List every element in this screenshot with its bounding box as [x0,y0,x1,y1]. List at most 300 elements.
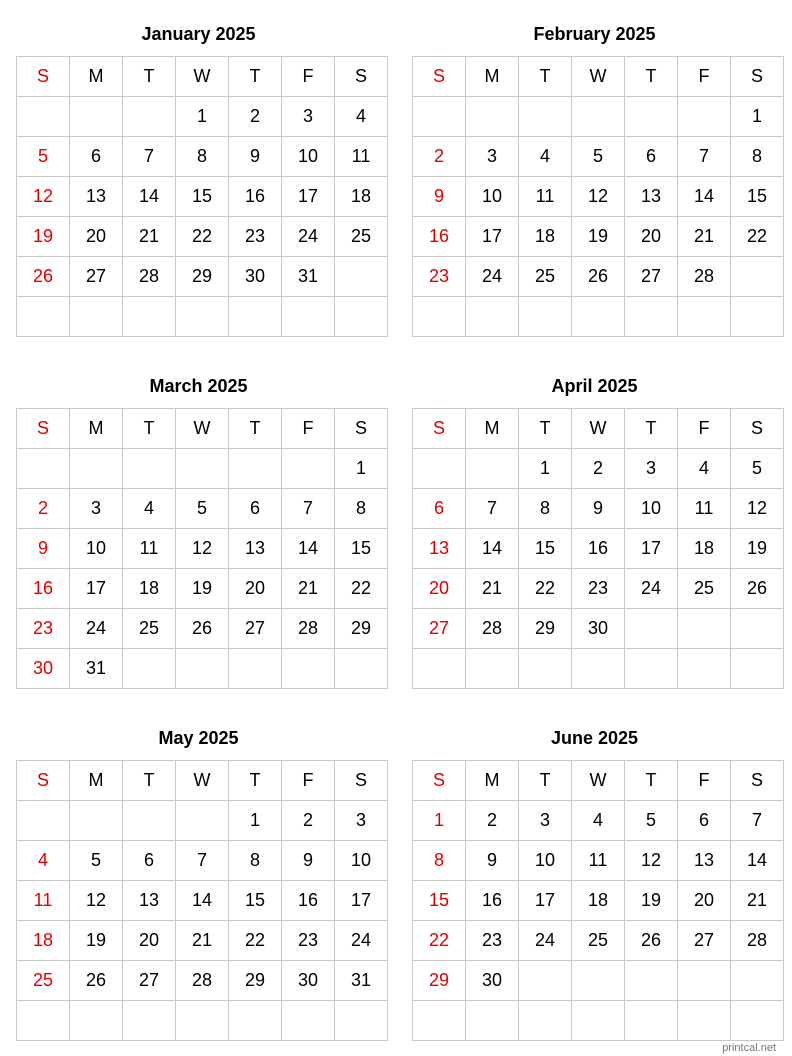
day-cell: 28 [176,961,229,1001]
day-cell: 18 [335,177,388,217]
empty-day-cell [625,609,678,649]
day-cell: 19 [572,217,625,257]
week-row [17,801,388,841]
day-cell: 13 [678,841,731,881]
day-cell: 4 [17,841,70,881]
day-cell: 21 [123,217,176,257]
day-cell: 15 [229,881,282,921]
day-cell: 3 [335,801,388,841]
day-cell: 19 [625,881,678,921]
day-cell: 11 [519,177,572,217]
empty-day-cell [70,97,123,137]
weekday-header-row [413,761,784,801]
day-cell: 25 [519,257,572,297]
day-cell: 30 [466,961,519,1001]
day-cell: 1 [413,801,466,841]
empty-day-cell [413,297,466,337]
day-cell: 1 [229,801,282,841]
day-cell: 24 [466,257,519,297]
empty-day-cell [413,97,466,137]
day-cell: 27 [678,921,731,961]
day-cell: 4 [678,449,731,489]
month-title: April 2025 [551,376,638,396]
week-row [413,649,784,689]
empty-day-cell [123,801,176,841]
empty-day-cell [572,649,625,689]
day-cell: 26 [625,921,678,961]
day-cell: 10 [282,137,335,177]
week-row [17,921,388,961]
week-row [413,921,784,961]
day-cell: 16 [229,177,282,217]
weekday-header: W [572,409,625,449]
weekday-header-row [17,57,388,97]
weekday-header-row [17,409,388,449]
week-row [413,177,784,217]
day-cell: 13 [123,881,176,921]
day-cell: 30 [17,649,70,689]
day-cell: 6 [123,841,176,881]
day-cell: 4 [335,97,388,137]
day-cell: 2 [282,801,335,841]
day-cell: 7 [466,489,519,529]
empty-day-cell [70,297,123,337]
day-cell: 28 [466,609,519,649]
empty-day-cell [229,449,282,489]
empty-day-cell [282,649,335,689]
day-cell: 8 [413,841,466,881]
day-cell: 26 [17,257,70,297]
empty-day-cell [625,297,678,337]
week-row [17,569,388,609]
empty-day-cell [678,649,731,689]
month-grid [412,56,784,337]
day-cell: 11 [123,529,176,569]
day-cell: 27 [413,609,466,649]
week-row [413,609,784,649]
empty-day-cell [176,297,229,337]
week-row [17,97,388,137]
empty-day-cell [731,649,784,689]
day-cell: 22 [413,921,466,961]
week-row [17,609,388,649]
week-row [413,569,784,609]
day-cell: 14 [731,841,784,881]
day-cell: 5 [17,137,70,177]
empty-day-cell [625,649,678,689]
day-cell: 5 [731,449,784,489]
weekday-header: T [123,409,176,449]
empty-day-cell [519,1001,572,1041]
day-cell: 24 [335,921,388,961]
weekday-header: W [176,409,229,449]
day-cell: 20 [70,217,123,257]
day-cell: 7 [282,489,335,529]
day-cell: 12 [625,841,678,881]
empty-day-cell [519,961,572,1001]
empty-day-cell [678,97,731,137]
week-row [17,961,388,1001]
day-cell: 23 [229,217,282,257]
week-row [17,137,388,177]
day-cell: 29 [176,257,229,297]
day-cell: 22 [229,921,282,961]
day-cell: 6 [625,137,678,177]
week-row [413,881,784,921]
weekday-header: T [229,57,282,97]
weekday-header: T [229,761,282,801]
day-cell: 9 [572,489,625,529]
weekday-header: T [123,761,176,801]
day-cell: 25 [335,217,388,257]
day-cell: 23 [413,257,466,297]
weekday-header: T [519,409,572,449]
month-title: March 2025 [149,376,248,396]
day-cell: 2 [466,801,519,841]
weekday-header: S [17,409,70,449]
month-calendar [412,24,777,337]
week-row [17,881,388,921]
day-cell: 7 [678,137,731,177]
day-cell: 14 [678,177,731,217]
week-row [413,137,784,177]
empty-day-cell [335,297,388,337]
day-cell: 30 [282,961,335,1001]
weekday-header: T [123,57,176,97]
empty-day-cell [678,1001,731,1041]
day-cell: 25 [17,961,70,1001]
day-cell: 4 [519,137,572,177]
day-cell: 14 [123,177,176,217]
day-cell: 31 [335,961,388,1001]
day-cell: 11 [17,881,70,921]
week-row [413,489,784,529]
day-cell: 12 [572,177,625,217]
day-cell: 5 [176,489,229,529]
empty-day-cell [572,961,625,1001]
day-cell: 16 [466,881,519,921]
day-cell: 4 [572,801,625,841]
day-cell: 5 [70,841,123,881]
day-cell: 25 [678,569,731,609]
day-cell: 11 [572,841,625,881]
day-cell: 17 [282,177,335,217]
day-cell: 2 [413,137,466,177]
day-cell: 2 [17,489,70,529]
day-cell: 16 [413,217,466,257]
day-cell: 6 [229,489,282,529]
day-cell: 1 [176,97,229,137]
empty-day-cell [519,97,572,137]
weekday-header: T [519,761,572,801]
empty-day-cell [625,97,678,137]
day-cell: 15 [335,529,388,569]
empty-day-cell [335,649,388,689]
day-cell: 9 [466,841,519,881]
day-cell: 19 [731,529,784,569]
weekday-header: S [17,761,70,801]
day-cell: 7 [123,137,176,177]
day-cell: 15 [413,881,466,921]
empty-day-cell [282,297,335,337]
day-cell: 18 [123,569,176,609]
month-calendar [16,376,381,689]
day-cell: 26 [731,569,784,609]
day-cell: 19 [176,569,229,609]
weekday-header: S [731,57,784,97]
empty-day-cell [176,801,229,841]
empty-day-cell [123,649,176,689]
empty-day-cell [519,297,572,337]
week-row [413,297,784,337]
empty-day-cell [731,1001,784,1041]
month-grid [412,760,784,1041]
day-cell: 18 [519,217,572,257]
empty-day-cell [413,449,466,489]
month-calendar [412,376,777,689]
empty-day-cell [572,1001,625,1041]
day-cell: 23 [17,609,70,649]
month-grid [16,56,388,337]
weekday-header: M [70,761,123,801]
day-cell: 19 [17,217,70,257]
weekday-header: S [731,409,784,449]
weekday-header: T [229,409,282,449]
empty-day-cell [123,1001,176,1041]
day-cell: 15 [731,177,784,217]
weekday-header: W [572,761,625,801]
empty-day-cell [731,257,784,297]
day-cell: 9 [229,137,282,177]
empty-day-cell [466,97,519,137]
day-cell: 25 [572,921,625,961]
day-cell: 8 [519,489,572,529]
empty-day-cell [678,961,731,1001]
week-row [413,257,784,297]
day-cell: 24 [625,569,678,609]
day-cell: 28 [282,609,335,649]
weekday-header: T [625,409,678,449]
day-cell: 6 [678,801,731,841]
day-cell: 1 [519,449,572,489]
week-row [17,649,388,689]
empty-day-cell [70,801,123,841]
empty-day-cell [572,297,625,337]
day-cell: 3 [625,449,678,489]
empty-day-cell [17,801,70,841]
weekday-header: M [466,57,519,97]
day-cell: 5 [572,137,625,177]
month-grid [16,760,388,1041]
day-cell: 29 [519,609,572,649]
day-cell: 13 [70,177,123,217]
day-cell: 2 [572,449,625,489]
weekday-header: S [413,761,466,801]
day-cell: 20 [413,569,466,609]
day-cell: 3 [282,97,335,137]
day-cell: 29 [229,961,282,1001]
day-cell: 31 [70,649,123,689]
week-row [17,529,388,569]
day-cell: 24 [282,217,335,257]
day-cell: 8 [731,137,784,177]
week-row [413,217,784,257]
day-cell: 4 [123,489,176,529]
day-cell: 18 [17,921,70,961]
empty-day-cell [229,297,282,337]
empty-day-cell [335,1001,388,1041]
empty-day-cell [123,449,176,489]
week-row [17,297,388,337]
day-cell: 13 [229,529,282,569]
month-title: May 2025 [158,728,239,748]
day-cell: 10 [625,489,678,529]
day-cell: 27 [229,609,282,649]
day-cell: 5 [625,801,678,841]
day-cell: 22 [335,569,388,609]
day-cell: 3 [519,801,572,841]
day-cell: 17 [70,569,123,609]
empty-day-cell [572,97,625,137]
empty-day-cell [731,609,784,649]
weekday-header: M [70,57,123,97]
empty-day-cell [731,297,784,337]
month-calendar [16,24,381,337]
day-cell: 8 [176,137,229,177]
day-cell: 26 [572,257,625,297]
day-cell: 20 [229,569,282,609]
empty-day-cell [176,1001,229,1041]
weekday-header: W [176,761,229,801]
empty-day-cell [229,649,282,689]
day-cell: 16 [17,569,70,609]
empty-day-cell [282,1001,335,1041]
day-cell: 21 [678,217,731,257]
month-title: June 2025 [550,728,639,748]
empty-day-cell [123,297,176,337]
day-cell: 21 [282,569,335,609]
month-grid [412,408,784,689]
empty-day-cell [466,1001,519,1041]
weekday-header: F [678,409,731,449]
day-cell: 17 [335,881,388,921]
month-title: January 2025 [141,24,256,44]
day-cell: 15 [519,529,572,569]
empty-day-cell [17,1001,70,1041]
week-row [17,257,388,297]
day-cell: 28 [731,921,784,961]
weekday-header: S [731,761,784,801]
day-cell: 24 [519,921,572,961]
empty-day-cell [176,649,229,689]
day-cell: 16 [572,529,625,569]
empty-day-cell [17,297,70,337]
day-cell: 13 [413,529,466,569]
day-cell: 23 [572,569,625,609]
weekday-header: F [282,761,335,801]
footer-credit: printcal.net [722,1042,776,1054]
day-cell: 20 [678,881,731,921]
day-cell: 30 [229,257,282,297]
weekday-header: S [413,57,466,97]
empty-day-cell [229,1001,282,1041]
month-grid [16,408,388,689]
empty-day-cell [70,1001,123,1041]
week-row [413,449,784,489]
month-title: February 2025 [533,24,656,44]
weekday-header: S [335,57,388,97]
day-cell: 10 [335,841,388,881]
day-cell: 9 [17,529,70,569]
weekday-header: W [572,57,625,97]
day-cell: 29 [413,961,466,1001]
week-row [17,177,388,217]
weekday-header: T [625,761,678,801]
empty-day-cell [466,297,519,337]
day-cell: 22 [176,217,229,257]
empty-day-cell [413,1001,466,1041]
day-cell: 29 [335,609,388,649]
day-cell: 20 [625,217,678,257]
day-cell: 17 [466,217,519,257]
day-cell: 13 [625,177,678,217]
day-cell: 27 [123,961,176,1001]
day-cell: 27 [70,257,123,297]
empty-day-cell [678,297,731,337]
weekday-header-row [413,409,784,449]
day-cell: 28 [678,257,731,297]
weekday-header: S [413,409,466,449]
week-row [17,489,388,529]
day-cell: 31 [282,257,335,297]
week-row [17,217,388,257]
weekday-header: M [70,409,123,449]
day-cell: 12 [731,489,784,529]
empty-day-cell [17,97,70,137]
week-row [413,801,784,841]
day-cell: 21 [731,881,784,921]
day-cell: 30 [572,609,625,649]
day-cell: 14 [466,529,519,569]
empty-day-cell [176,449,229,489]
day-cell: 21 [176,921,229,961]
empty-day-cell [17,449,70,489]
day-cell: 22 [519,569,572,609]
week-row [413,529,784,569]
day-cell: 8 [335,489,388,529]
week-row [413,841,784,881]
empty-day-cell [731,961,784,1001]
weekday-header: F [282,409,335,449]
day-cell: 10 [466,177,519,217]
week-row [413,1001,784,1041]
day-cell: 14 [176,881,229,921]
week-row [17,841,388,881]
day-cell: 26 [176,609,229,649]
day-cell: 17 [519,881,572,921]
weekday-header: M [466,409,519,449]
day-cell: 18 [678,529,731,569]
day-cell: 7 [731,801,784,841]
weekday-header: W [176,57,229,97]
day-cell: 10 [519,841,572,881]
day-cell: 9 [413,177,466,217]
empty-day-cell [413,649,466,689]
day-cell: 3 [466,137,519,177]
day-cell: 12 [17,177,70,217]
day-cell: 19 [70,921,123,961]
day-cell: 20 [123,921,176,961]
